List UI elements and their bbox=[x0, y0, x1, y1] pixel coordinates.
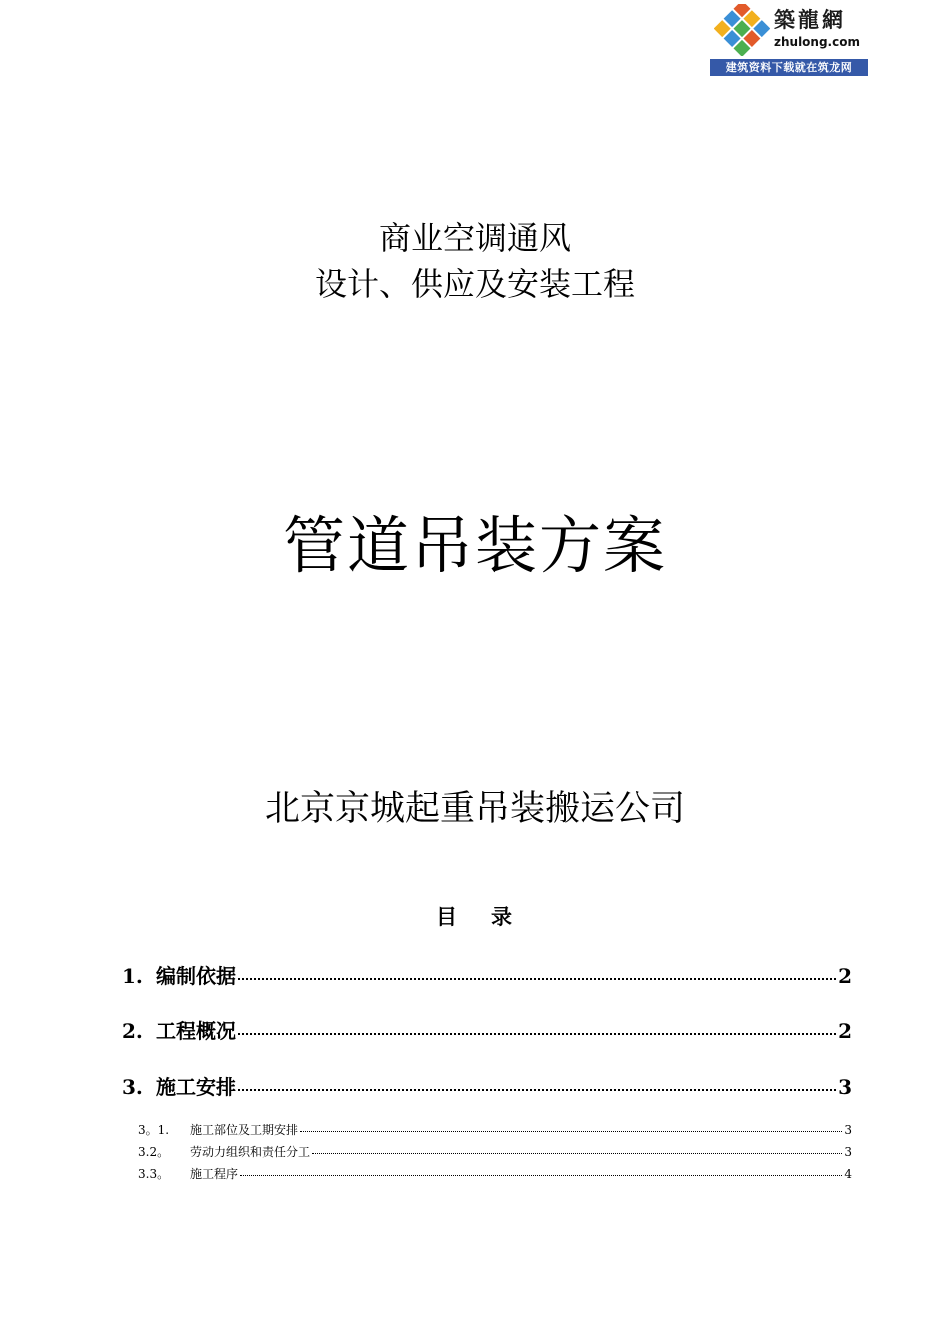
toc-leader bbox=[238, 1089, 836, 1091]
project-title-line1: 商业空调通风 bbox=[378, 219, 571, 257]
toc-subitem[interactable] bbox=[138, 1121, 852, 1139]
company-name: 北京京城起重吊装搬运公司 bbox=[264, 789, 685, 829]
toc-subitem-label: 施工部位及工期安排 bbox=[190, 1123, 299, 1137]
toc-item-label: 编制依据 bbox=[156, 964, 236, 988]
toc-item-page: 3 bbox=[838, 1075, 852, 1099]
toc-subitem-number: 3.3。 bbox=[138, 1167, 170, 1181]
document-main-title: 管道吊装方案 bbox=[282, 509, 667, 582]
toc-leader bbox=[238, 978, 836, 980]
toc-item-label: 施工安排 bbox=[156, 1075, 236, 1099]
toc-leader bbox=[300, 1131, 842, 1132]
toc-leader bbox=[312, 1153, 842, 1154]
toc-subitem-page: 4 bbox=[844, 1167, 852, 1181]
toc-item-label: 工程概况 bbox=[156, 1019, 236, 1043]
toc-item-number: 2. bbox=[122, 1019, 143, 1043]
toc-subitem-label: 劳动力组织和责任分工 bbox=[190, 1145, 311, 1159]
toc-subitem[interactable] bbox=[138, 1165, 852, 1183]
logo-tagline: 建筑资料下载就在筑龙网 bbox=[710, 59, 868, 76]
toc-item[interactable] bbox=[122, 1071, 852, 1101]
toc-leader bbox=[238, 1033, 836, 1035]
toc-item-number: 3. bbox=[122, 1075, 143, 1099]
toc-subitem-page: 3 bbox=[844, 1145, 852, 1159]
toc-heading bbox=[0, 902, 950, 932]
toc-item-page: 2 bbox=[838, 1019, 852, 1043]
toc-heading-right: 录 bbox=[491, 904, 514, 929]
toc-item[interactable] bbox=[122, 960, 852, 990]
toc-item[interactable] bbox=[122, 1015, 852, 1045]
project-title-line2: 设计、供应及安装工程 bbox=[314, 265, 635, 303]
zhulong-logo bbox=[708, 0, 870, 78]
toc-subitem-page: 3 bbox=[844, 1123, 852, 1137]
toc-subitem-number: 3。1. bbox=[138, 1123, 170, 1137]
toc-subitem-label: 施工程序 bbox=[190, 1167, 239, 1181]
toc-subitem-number: 3.2。 bbox=[138, 1145, 170, 1159]
logo-url: zhulong.com bbox=[774, 35, 860, 49]
toc-subitem[interactable] bbox=[138, 1143, 852, 1161]
toc-item-number: 1. bbox=[122, 964, 143, 988]
toc-heading-left: 目 bbox=[436, 904, 459, 929]
zhulong-logo-icon bbox=[714, 4, 770, 56]
toc-leader bbox=[240, 1175, 842, 1176]
toc-item-page: 2 bbox=[838, 964, 852, 988]
logo-name: 築龍網 bbox=[774, 7, 846, 32]
